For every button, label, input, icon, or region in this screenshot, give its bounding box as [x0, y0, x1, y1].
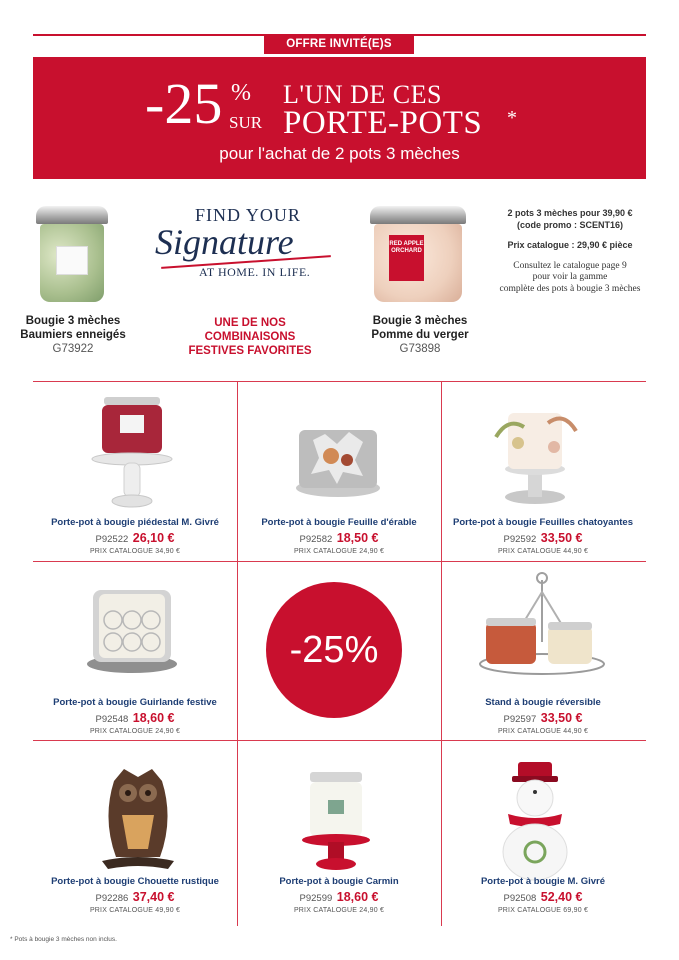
signature-logo: [155, 205, 340, 285]
product-catalog-price: PRIX CATALOGUE 69,90 €: [497, 907, 589, 914]
candle-pomme-image: [370, 206, 466, 302]
discount-sur: SUR: [229, 113, 263, 132]
product-code: P92597: [503, 714, 537, 725]
headline-line1: L'UN DE CES: [283, 80, 442, 109]
favorite-line2: COMBINAISONS: [204, 331, 296, 343]
product-cell: [35, 741, 235, 919]
candle-baumiers-image: [36, 206, 108, 302]
left-candle-name1: Bougie 3 mèches: [25, 315, 121, 327]
product-cell: [443, 382, 643, 560]
product-caption: [35, 517, 235, 556]
product-caption: [239, 876, 439, 915]
product-price: 37,40 €: [132, 890, 175, 904]
offer-line2: (code promo : SCENT16): [516, 219, 623, 230]
product-name: Porte-pot à bougie M. Givré: [480, 876, 606, 887]
product-price: 18,50 €: [336, 531, 379, 545]
product-code: P92592: [503, 534, 537, 545]
product-caption: [443, 876, 643, 915]
product-code: P92548: [95, 714, 129, 725]
product-price: 26,10 €: [132, 531, 175, 545]
product-caption: [443, 517, 643, 556]
discount-badge: -25%: [266, 582, 402, 718]
left-candle-name2: Baumiers enneigés: [20, 329, 126, 341]
product-cell: [35, 562, 235, 740]
right-candle-name1: Bougie 3 mèches: [372, 315, 468, 327]
product-name: Porte-pot à bougie Guirlande festive: [53, 697, 217, 708]
product-price: 18,60 €: [336, 890, 379, 904]
product-code: P92508: [503, 893, 537, 904]
offer-info: [490, 208, 650, 304]
offer-line1: 2 pots 3 mèches pour 39,90 €: [507, 208, 633, 218]
product-name: Porte-pot à bougie Feuille d'érable: [261, 517, 417, 528]
logo-tagline: AT HOME. IN LIFE.: [199, 265, 311, 279]
product-catalog-price: PRIX CATALOGUE 44,90 €: [497, 548, 589, 555]
jar-label-text: RED APPLE ORCHARD: [389, 240, 424, 254]
product-caption: [35, 876, 235, 915]
consult-line3: complète des pots à bougie 3 mèches: [499, 283, 641, 294]
product-caption: [239, 517, 439, 556]
right-candle-code: G73898: [399, 343, 441, 355]
product-caption: [443, 697, 643, 736]
product-code: P92522: [95, 534, 129, 545]
product-catalog-price: PRIX CATALOGUE 24,90 €: [293, 548, 385, 555]
banner-subline: pour l'achat de 2 pots 3 mèches: [219, 144, 460, 163]
discount-number: -25: [145, 71, 223, 136]
product-price: 33,50 €: [540, 531, 583, 545]
product-price: 33,50 €: [540, 711, 583, 725]
product-name: Porte-pot à bougie Carmin: [279, 876, 399, 887]
product-name: Porte-pot à bougie Chouette rustique: [51, 876, 219, 887]
right-candle-caption: [365, 314, 475, 356]
headline-line2: PORTE-POTS: [283, 105, 483, 141]
product-price: 18,60 €: [132, 711, 175, 725]
product-name: Stand à bougie réversible: [485, 697, 601, 708]
product-cell: [443, 741, 643, 919]
product-cell: [239, 741, 439, 919]
product-catalog-price: PRIX CATALOGUE 24,90 €: [293, 907, 385, 914]
left-candle-code: G73922: [52, 343, 94, 355]
grid-vline-2: [441, 381, 442, 926]
logo-find: FIND YOUR: [195, 205, 301, 225]
consult-line2: pour voir la gamme: [532, 272, 608, 282]
product-name: Porte-pot à bougie Feuilles chatoyantes: [452, 517, 633, 528]
product-catalog-price: PRIX CATALOGUE 49,90 €: [89, 907, 181, 914]
logo-signature: Signature: [155, 222, 294, 262]
product-cell: [443, 562, 643, 740]
consult-line1: Consultez le catalogue page 9: [513, 260, 627, 271]
product-catalog-price: PRIX CATALOGUE 34,90 €: [89, 548, 181, 555]
product-cell: [239, 382, 439, 560]
grid-vline-1: [237, 381, 238, 926]
product-code: P92582: [299, 534, 333, 545]
product-catalog-price: PRIX CATALOGUE 24,90 €: [89, 728, 181, 735]
left-candle-caption: [18, 314, 128, 356]
catalog-price: Prix catalogue : 29,90 € pièce: [507, 240, 633, 250]
product-price: 52,40 €: [540, 890, 583, 904]
product-catalog-price: PRIX CATALOGUE 44,90 €: [497, 728, 589, 735]
product-caption: [35, 697, 235, 736]
product-code: P92286: [95, 893, 129, 904]
product-code: P92599: [299, 893, 333, 904]
product-name: Porte-pot à bougie piédestal M. Givré: [51, 517, 219, 528]
product-cell: [35, 382, 235, 560]
right-candle-name2: Pomme du verger: [371, 329, 469, 341]
promo-banner: [33, 57, 646, 179]
discount-percent-sign: %: [231, 80, 251, 106]
footnote: * Pots à bougie 3 mèches non inclus.: [10, 936, 117, 943]
favorite-combination: [175, 316, 325, 358]
favorite-line3: FESTIVES FAVORITES: [188, 345, 312, 357]
headline-asterisk: *: [507, 107, 517, 129]
favorite-line1: UNE DE NOS: [214, 317, 286, 329]
offer-tab: OFFRE INVITÉ(E)S: [264, 34, 414, 54]
